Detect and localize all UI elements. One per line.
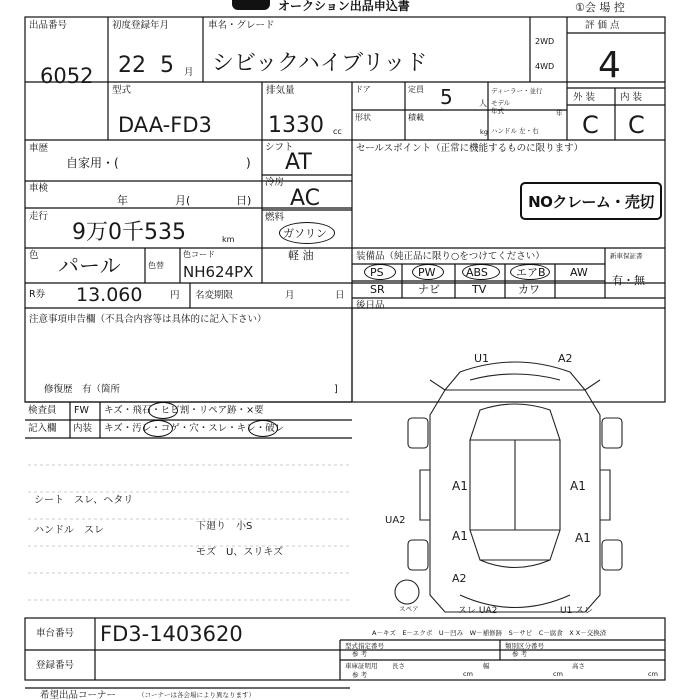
mileage-value: 9万0千535 xyxy=(72,220,186,245)
dealer-label: ディーラー・並行 xyxy=(491,87,543,95)
corner-note: （コーナーは各会場により異なります） xyxy=(138,691,255,699)
registration-label: 登録番号 xyxy=(36,660,75,671)
check-row-exterior: キズ・飛石・ヒビ割・リペア跡・×要 xyxy=(104,405,264,416)
diagram-bottom-mid: スレ UA2 xyxy=(458,606,498,616)
repair-history-label: 修復歴 有（箇所 xyxy=(44,384,121,395)
equip-ps: PS xyxy=(370,266,384,279)
name-change-day: 日 xyxy=(335,290,345,301)
inspection-year: 年 xyxy=(117,194,128,207)
model-ref-sub: 参 考 xyxy=(352,650,368,658)
shift-value: AT xyxy=(285,150,312,175)
first-registration-year: 22 xyxy=(118,53,146,78)
chassis-label: 車台番号 xyxy=(36,628,75,639)
equip-abs: ABS xyxy=(466,266,488,279)
color-value: パール xyxy=(58,254,121,278)
chassis-value: FD3-1403620 xyxy=(100,622,243,646)
entry-label: 記入欄 xyxy=(28,423,57,434)
equip-sr: SR xyxy=(370,283,385,296)
first-registration-month: 5 xyxy=(160,53,174,78)
fuel-gasoline: ガソリン xyxy=(283,227,327,240)
fuel-diesel: 軽 油 xyxy=(288,249,314,262)
handwritten-note-4: モズ U、スリキズ xyxy=(196,547,284,558)
inspector-label: 検査員 xyxy=(28,405,57,416)
displacement-value: 1330 xyxy=(268,113,324,138)
load-unit: kg xyxy=(480,128,488,136)
warranty-label: 新車保証書 xyxy=(610,252,643,260)
diagram-spare-label: スペア xyxy=(399,605,419,613)
diagram-a1-mid-left: A1 xyxy=(452,529,468,543)
diagram-a1-left: A1 xyxy=(452,479,468,493)
venue-copy-label: ①会 場 控 xyxy=(575,1,625,14)
car-diagram xyxy=(395,362,622,612)
warranty-value: 有・無 xyxy=(612,274,645,287)
chip-circle-icon xyxy=(148,402,178,419)
four-wd-option: 4WD xyxy=(535,62,555,71)
ac-value: AC xyxy=(290,186,321,211)
equip-airbag-circle-icon xyxy=(510,264,550,280)
diagram-ua2: UA2 xyxy=(385,515,406,526)
name-change-month: 月 xyxy=(285,290,295,301)
class-ref-label: 類別区分番号 xyxy=(505,642,544,650)
recycle-value: 13.060 xyxy=(76,284,143,306)
model-year-label-1: モデル xyxy=(491,99,511,107)
damage-legend: A－キズ E－エクボ U－凹み W－補修跡 S－サビ C－腐食 X X－交換済 xyxy=(372,629,607,637)
color-code-label: 色コード xyxy=(183,250,215,259)
handwritten-note-3: 下廻り 小S xyxy=(196,521,253,532)
recycle-label: R券 xyxy=(29,289,46,300)
cm-unit-2: cm xyxy=(553,670,563,678)
cm-unit-1: cm xyxy=(463,670,473,678)
exterior-grade: C xyxy=(582,111,599,139)
equip-pw-circle-icon xyxy=(412,264,444,280)
equip-ps-circle-icon xyxy=(364,264,396,280)
capacity-value: 5 xyxy=(440,85,453,109)
displacement-label: 排気量 xyxy=(266,85,295,96)
equipment-label: 装備品（純正品に限り○をつけてください） xyxy=(356,251,545,262)
shape-label: 形状 xyxy=(355,113,371,122)
model-year-unit: 年 xyxy=(556,109,563,117)
equip-abs-circle-icon xyxy=(462,264,500,280)
later-items-label: 後日品 xyxy=(356,300,385,311)
model-year-label-2: 年式 xyxy=(491,107,504,115)
repair-history-close: ] xyxy=(334,384,338,395)
first-registration-month-unit: 月 xyxy=(184,67,194,78)
equip-navi: ナビ xyxy=(418,283,440,296)
diagram-u1: U1 xyxy=(474,352,490,365)
header-logo-icon xyxy=(232,0,270,10)
interior-grade: C xyxy=(628,111,645,139)
handle-label: ハンドル 左・右 xyxy=(491,127,539,135)
usage-label: 車歴 xyxy=(29,143,49,154)
ac-label: 冷房 xyxy=(265,177,285,188)
equip-tv: TV xyxy=(472,283,487,296)
cm-unit-3: cm xyxy=(648,670,658,678)
recycle-unit: 円 xyxy=(170,290,180,301)
inspection-label: 車検 xyxy=(29,183,49,194)
inspection-day: 日) xyxy=(236,194,252,207)
equip-leather: カワ xyxy=(518,283,540,296)
car-name-value: シビックハイブリッド xyxy=(212,51,428,76)
model-label: 型式 xyxy=(112,85,132,96)
width-label: 幅 xyxy=(483,662,490,670)
usage-close: ) xyxy=(246,156,251,170)
evaluation-score: 4 xyxy=(598,45,621,86)
capacity-label: 定員 xyxy=(408,85,424,94)
wear-circle-icon xyxy=(248,420,278,437)
interior-label: 内 装 xyxy=(620,92,643,103)
name-change-label: 名変期限 xyxy=(195,290,234,301)
handwritten-note-2: ハンドル スレ xyxy=(34,525,104,536)
corner-label: 希望出品コーナー xyxy=(40,690,117,700)
interior-short-label: 内装 xyxy=(73,423,93,434)
fuel-gasoline-circle-icon xyxy=(279,222,335,244)
two-wd-option: 2WD xyxy=(535,37,555,46)
diagram-a1-right: A1 xyxy=(570,479,586,493)
form-title: オークション出品申込書 xyxy=(278,0,410,13)
lot-number-label: 出品番号 xyxy=(29,20,68,31)
inspection-month: 月( xyxy=(175,194,191,207)
equip-airbag: エアB xyxy=(516,266,546,279)
color-change-label: 色替 xyxy=(148,261,164,270)
selling-point-label: セールスポイント（正常に機能するものに限ります） xyxy=(356,143,584,154)
diagram-a2-top: A2 xyxy=(558,352,573,365)
height-label: 高さ xyxy=(572,662,585,670)
model-value: DAA-FD3 xyxy=(118,113,212,137)
displacement-unit: cc xyxy=(333,127,342,136)
class-ref-sub: 参 考 xyxy=(512,650,528,658)
length-label: 長さ xyxy=(392,662,405,670)
check-row-interior: キズ・汚レ・コゲ・穴・スレ・キレ・破レ xyxy=(104,423,285,434)
exterior-label: 外 装 xyxy=(573,92,596,103)
first-registration-label: 初度登録年月 xyxy=(112,20,170,31)
capacity-unit: 人 xyxy=(479,99,487,108)
shift-label: シフト xyxy=(265,142,294,153)
car-name-label: 車名・グレード xyxy=(208,20,275,31)
size-ref: 参 考 xyxy=(352,671,368,679)
diagram-a2-bottom: A2 xyxy=(452,572,467,585)
usage-value: 自家用・( xyxy=(66,156,119,170)
equip-pw: PW xyxy=(418,266,436,279)
diagram-bottom-right: U1 スレ xyxy=(560,606,594,616)
handwritten-note-1: シート スレ、ヘタリ xyxy=(34,495,134,506)
fuel-label: 燃料 xyxy=(265,212,285,223)
model-ref-label: 型式指定番号 xyxy=(345,642,384,650)
dirt-circle-icon xyxy=(143,420,173,437)
doors-label: ドア xyxy=(355,85,371,94)
size-label: 車庫証明用 xyxy=(345,662,378,670)
load-label: 積載 xyxy=(408,113,424,122)
mileage-label: 走行 xyxy=(29,211,49,222)
no-claim-stamp: NOクレーム・売切 xyxy=(520,182,662,220)
mileage-unit: km xyxy=(222,235,235,244)
notes-label: 注意事項申告欄（不具合内容等は具体的に記入下さい） xyxy=(29,314,267,325)
equip-aw: AW xyxy=(570,266,588,279)
fw-label: FW xyxy=(74,405,89,416)
color-code-value: NH624PX xyxy=(183,263,254,281)
evaluation-label: 評 価 点 xyxy=(585,20,620,31)
diagram-a1-mid-right: A1 xyxy=(575,531,591,545)
color-label: 色 xyxy=(29,250,39,261)
lot-number-value: 6052 xyxy=(40,64,94,88)
